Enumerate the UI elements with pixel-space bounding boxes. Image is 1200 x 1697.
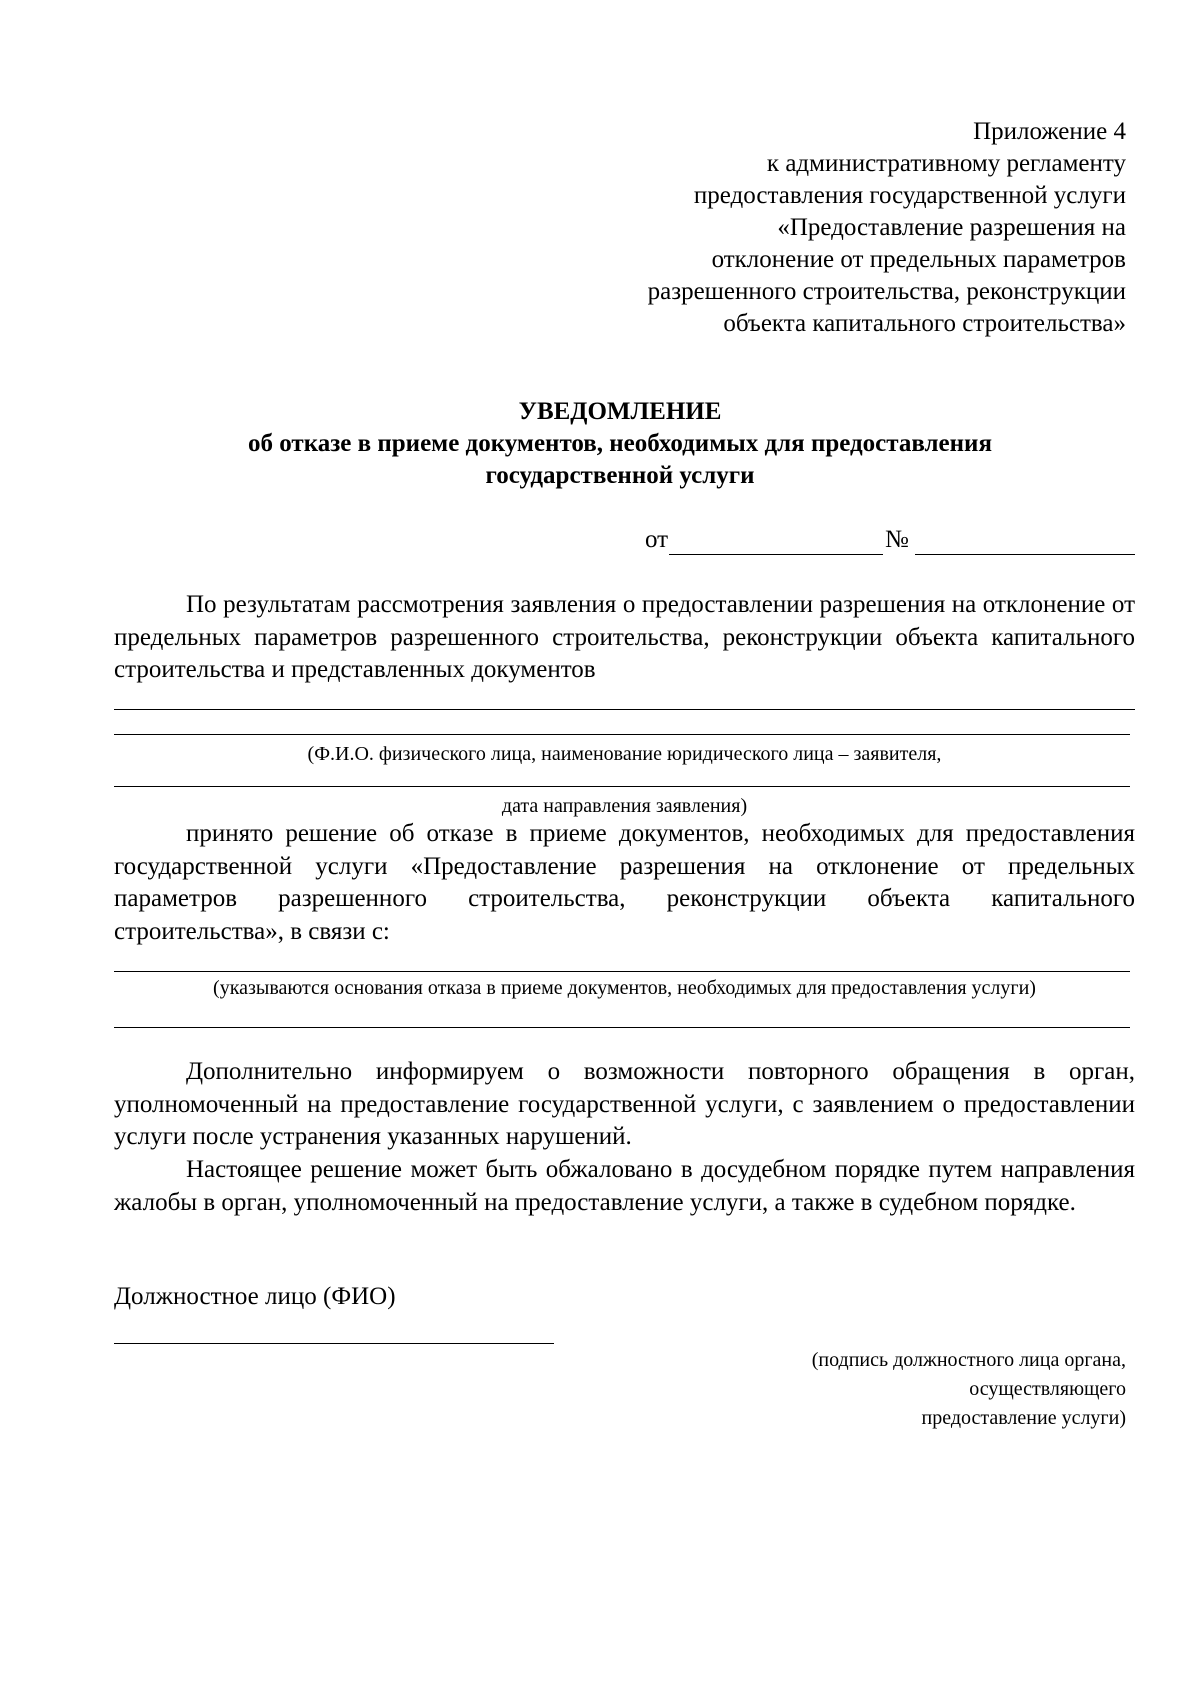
reasons-blank-line-1 (114, 971, 1130, 972)
official-signature-line (114, 1343, 554, 1344)
reasons-blank-line-2 (114, 1027, 1130, 1028)
title-main: УВЕДОМЛЕНИЕ (518, 398, 722, 425)
title-subtitle-line2: государственной услуги (485, 462, 755, 489)
date-from-label: от (645, 526, 669, 553)
title-subtitle-line1: об отказе в приеме документов, необходимых для предоставления (248, 430, 992, 457)
applicant-blank-line-1 (114, 709, 1135, 710)
applicant-caption-1: (Ф.И.О. физического лица, наименование юридического лица – заявителя, (307, 743, 942, 765)
number-blank-line (915, 554, 1135, 555)
appendix-header (648, 116, 1126, 340)
paragraph-intro: По результатам рассмотрения заявления о предоставлении разрешения на отклонение от предельных параметров разрешенного строительства, реконструкции объекта капитального строительства и представленных документов (114, 591, 1135, 683)
date-blank-line (669, 554, 883, 555)
appendix-line: отклонение от предельных параметров (711, 246, 1126, 273)
signature-caption-line: осуществляющего (969, 1378, 1126, 1400)
appendix-line: объекта капитального строительства» (723, 310, 1126, 337)
appendix-line: предоставления государственной услуги (693, 182, 1126, 209)
reasons-caption: (указываются основания отказа в приеме документов, необходимых для предоставления услуги) (213, 977, 1036, 999)
date-number-row (645, 525, 1135, 559)
signature-caption-line: (подпись должностного лица органа, (811, 1349, 1126, 1371)
appendix-line: «Предоставление разрешения на (777, 214, 1126, 241)
signature-caption (812, 1346, 1126, 1433)
paragraph-decision: принято решение об отказе в приеме документов, необходимых для предоставления государственной услуги «Предоставление разрешения на отклонение от предельных параметров разрешенного строительства, реконструкции объекта капитального строительства», в связи с: (114, 820, 1135, 945)
appendix-line: разрешенного строительства, реконструкции (647, 278, 1126, 305)
appendix-line: к административному регламенту (766, 150, 1126, 177)
signature-caption-line: предоставление услуги) (921, 1407, 1126, 1429)
applicant-blank-line-3 (114, 786, 1130, 787)
official-label: Должностное лицо (ФИО) (114, 1283, 396, 1310)
paragraph-appeal: Настоящее решение может быть обжаловано в досудебном порядке путем направления жалобы в орган, уполномоченный на предоставление услуги, а также в судебном порядке. (114, 1156, 1135, 1216)
number-label: № (885, 526, 909, 553)
applicant-blank-line-2 (114, 734, 1130, 735)
applicant-caption-2: дата направления заявления) (501, 795, 748, 817)
appendix-line: Приложение 4 (973, 118, 1126, 145)
document-title (0, 396, 1200, 492)
paragraph-additional-info: Дополнительно информируем о возможности повторного обращения в орган, уполномоченный на предоставление государственной услуги, с заявлением о предоставлении услуги после устранения указанных нарушений. (114, 1058, 1135, 1150)
